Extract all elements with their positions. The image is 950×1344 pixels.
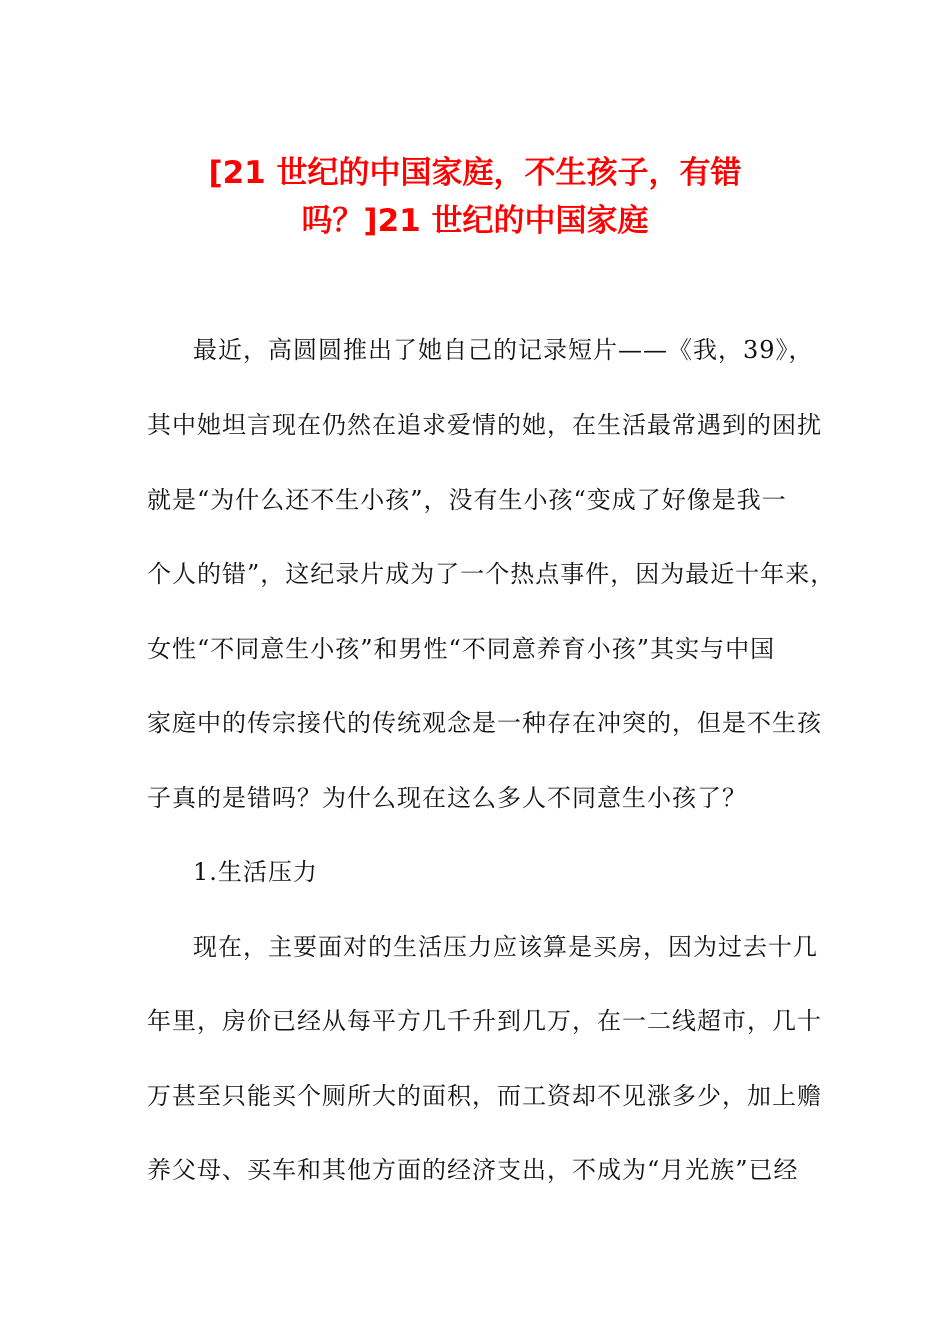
paragraph-line: 子真的是错吗？为什么现在这么多人不同意生小孩了？ [147,784,747,812]
paragraph-line: 个人的错”，这纪录片成为了一个热点事件，因为最近十年来， [147,560,836,588]
paragraph-line: 年里，房价已经从每平方几千升到几万，在一二线超市，几十 [147,1007,822,1035]
paragraph-line: 养父母、买车和其他方面的经济支出，不成为“月光族”已经 [147,1156,799,1184]
document-title-line-2: 吗？]21 世纪的中国家庭 [301,203,649,239]
paragraph-line: 家庭中的传宗接代的传统观念是一种存在冲突的，但是不生孩 [147,709,822,737]
paragraph-line: 现在，主要面对的生活压力应该算是买房，因为过去十几 [193,933,818,961]
document-title-line-1: [21 世纪的中国家庭，不生孩子，有错 [208,155,742,191]
paragraph-line: 万甚至只能买个厕所大的面积，而工资却不见涨多少，加上赡 [147,1082,822,1110]
paragraph-line: 女性“不同意生小孩”和男性“不同意养育小孩”其实与中国 [147,635,776,663]
paragraph-line: 最近，高圆圆推出了她自己的记录短片——《我，39》， [193,336,814,364]
section-heading: 1.生活压力 [193,858,318,886]
paragraph-line: 就是“为什么还不生小孩”，没有生小孩“变成了好像是我一 [147,486,787,514]
paragraph-line: 其中她坦言现在仍然在追求爱情的她，在生活最常遇到的困扰 [147,411,822,439]
